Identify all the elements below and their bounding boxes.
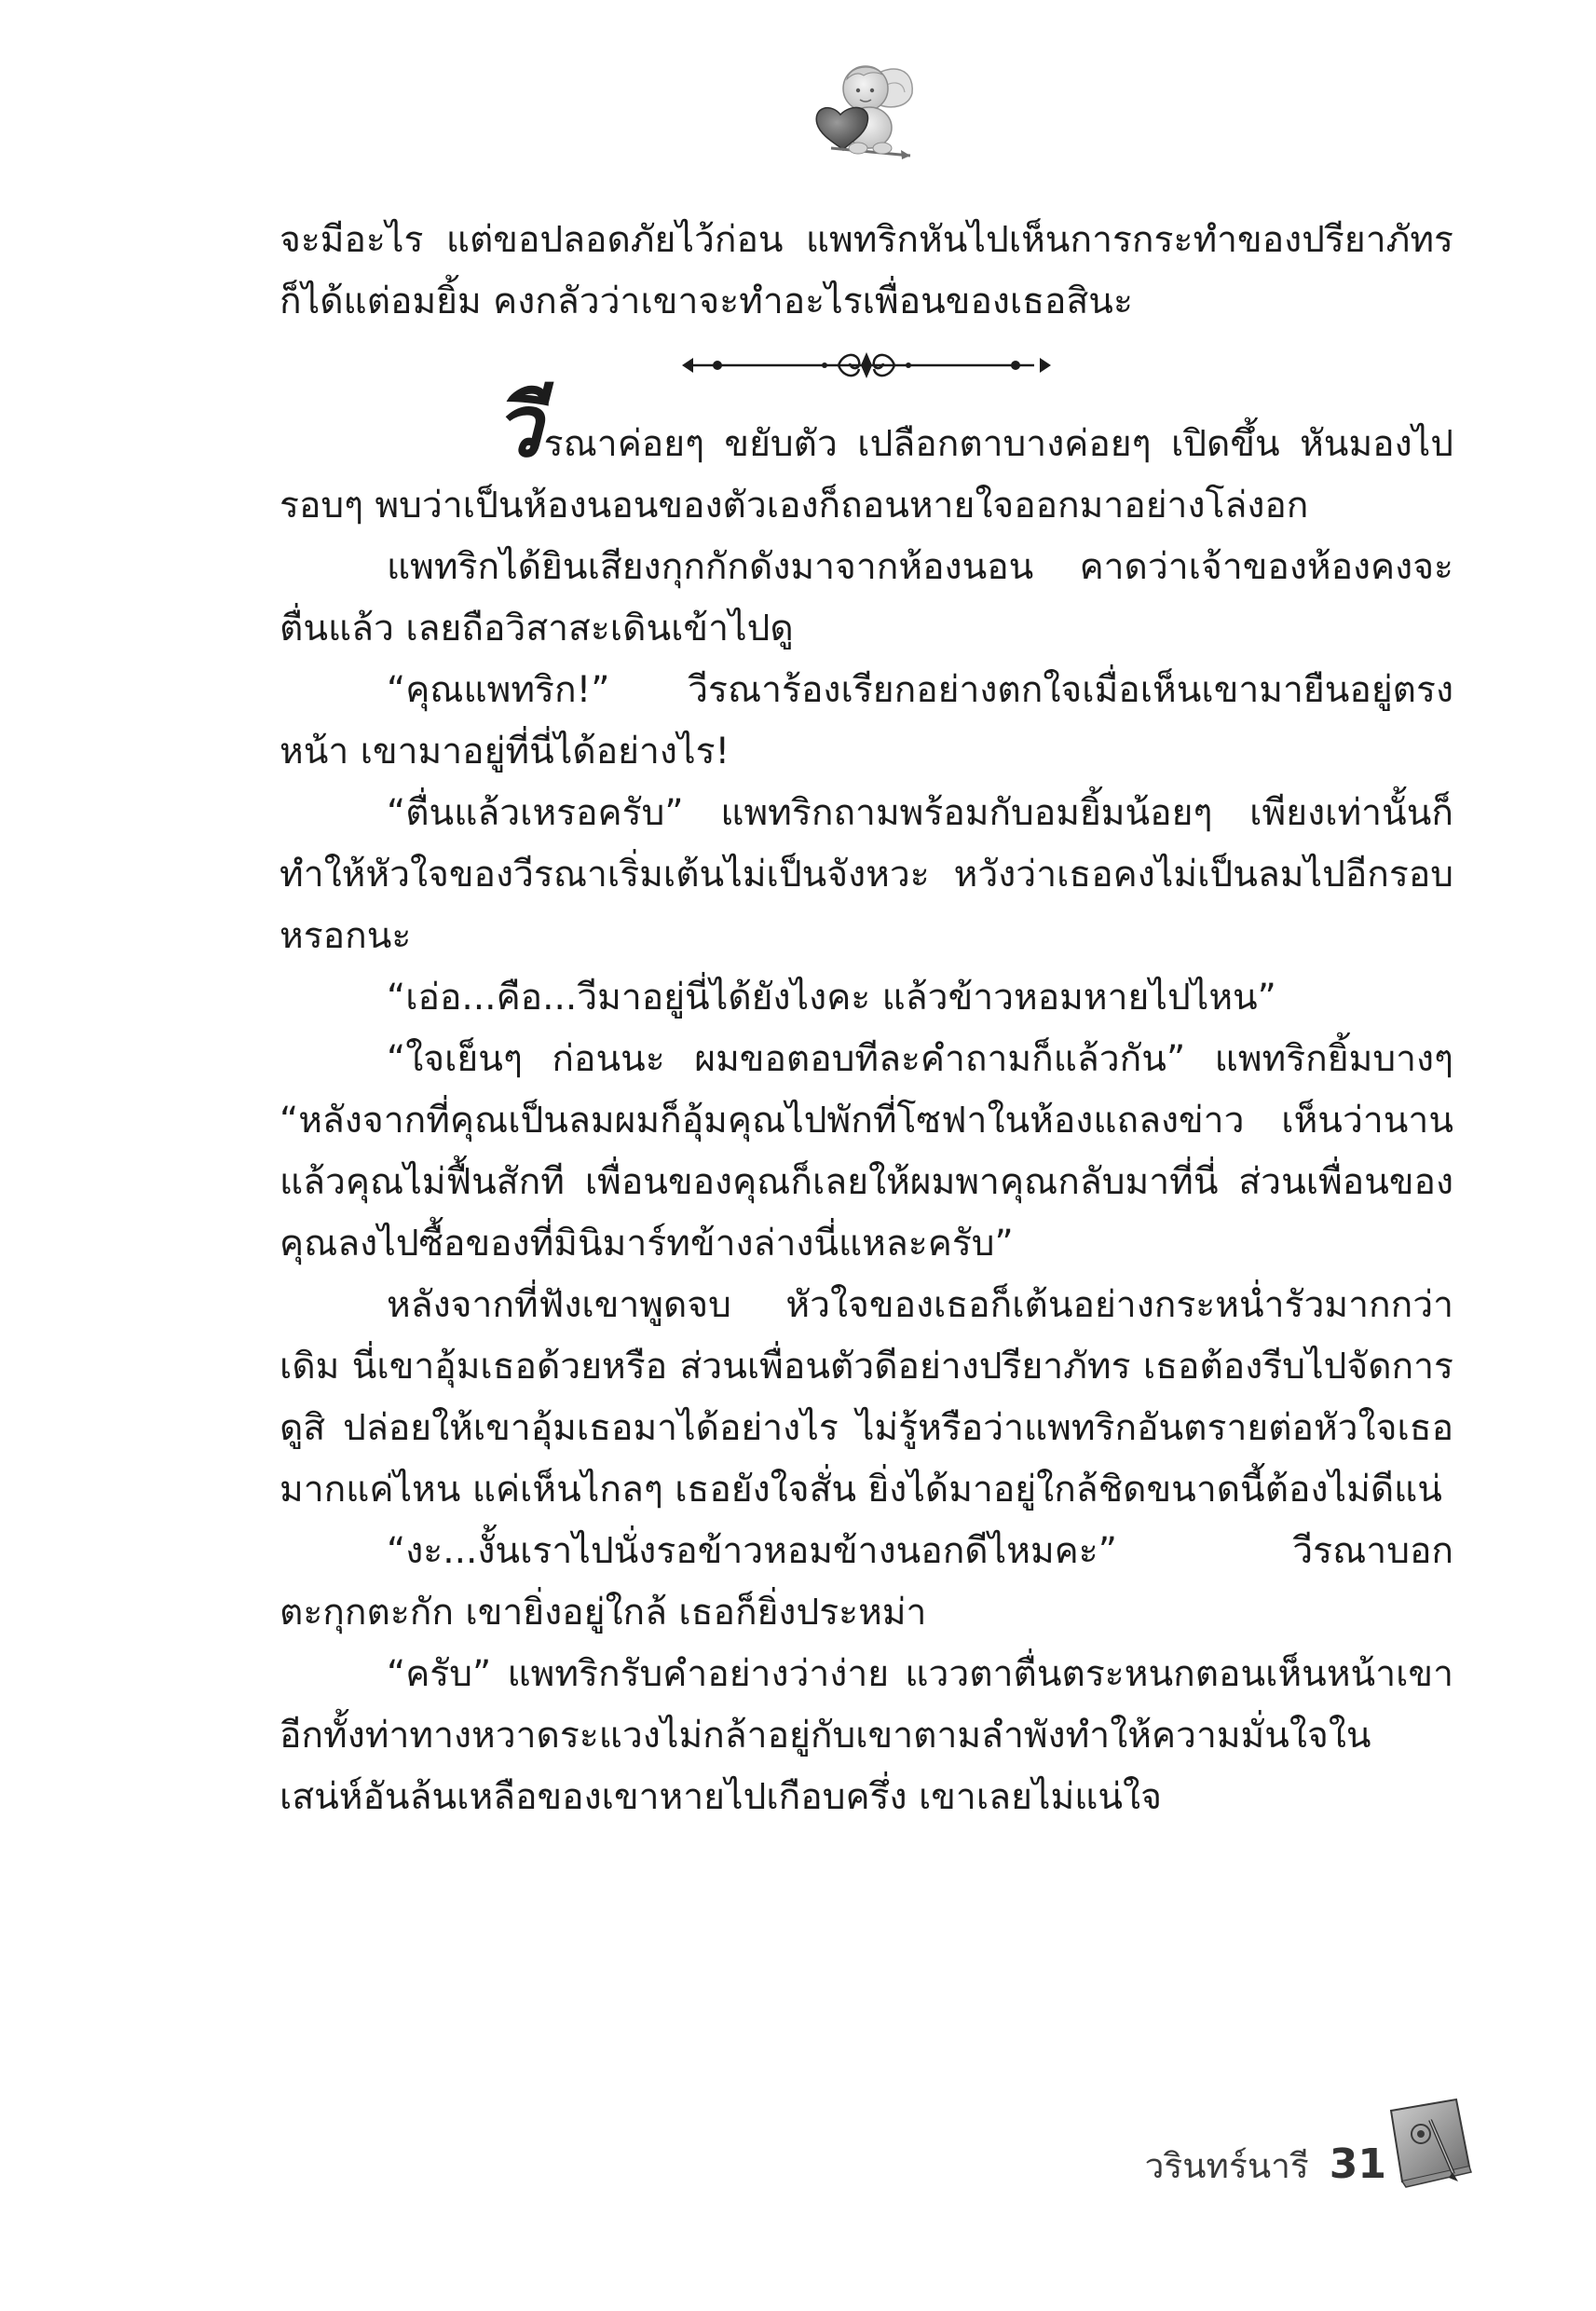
- section-divider: [280, 333, 1453, 398]
- paragraph: “คุณแพทริก!” วีรณาร้องเรียกอย่างตกใจเมื่อเห็นเขามายืนอยู่ตรงหน้า เขามาอยู่ที่นี่ได้อย่างไร!: [280, 669, 1453, 773]
- paragraph: “งะ...งั้นเราไปนั่งรอข้าวหอมข้างนอกดีไหมคะ” วีรณาบอกตะกุกตะกัก เขายิ่งอยู่ใกล้ เธอก็ยิ่งประหม่า: [280, 1530, 1453, 1634]
- paragraph: “ตื่นแล้วเหรอครับ” แพทริกถามพร้อมกับอมยิ้มน้อยๆ เพียงเท่านั้นก็ทำให้หัวใจของวีรณาเริ่มเต้นไม่เป็นจังหวะ หวังว่าเธอคงไม่เป็นลมไปอีกรอบหรอกนะ: [280, 792, 1453, 957]
- paragraph-text: รณาค่อยๆ ขยับตัว เปลือกตาบางค่อยๆ เปิดขึ้น หันมองไปรอบๆ พบว่าเป็นห้องนอนของตัวเองก็ถอนหายใจออกมาอย่างโล่งอก: [280, 423, 1453, 526]
- paragraph-with-dropcap: [280, 376, 1453, 537]
- paragraph: จะมีอะไร แต่ขอปลอดภัยไว้ก่อน แพทริกหันไปเห็นการกระทำของปรียาภัทรก็ได้แต่อมยิ้ม คงกลัวว่าเขาจะทำอะไรเพื่อนของเธอสินะ: [280, 219, 1453, 322]
- page-footer: [1145, 2139, 1386, 2194]
- notebook-pen-icon: [1374, 2092, 1477, 2195]
- book-title: วรินทร์นารี: [1144, 2146, 1309, 2186]
- paragraph: แพทริกได้ยินเสียงกุกกักดังมาจากห้องนอน คาดว่าเจ้าของห้องคงจะตื่นแล้ว เลยถือวิสาสะเดินเข้าไปดู: [280, 546, 1453, 650]
- paragraph: หลังจากที่ฟังเขาพูดจบ หัวใจของเธอก็เต้นอย่างกระหน่ำรัวมากกว่าเดิม นี่เขาอุ้มเธอด้วยหรือ ส่วนเพื่อนตัวดีอย่างปรียาภัทร เธอต้องรีบไปจัดการ ดูสิ ปล่อยให้เขาอุ้มเธอมาได้อย่างไร ไม่รู้หรือว่าแพทริกอันตรายต่อหัวใจเธอมากแค่ไหน แค่เห็นไกลๆ เธอยังใจสั่น ยิ่งได้มาอยู่ใกล้ชิดขนาดนี้ต้องไม่ดีแน่: [280, 1284, 1453, 1511]
- body-text: [280, 210, 1453, 1828]
- page-number: 31: [1329, 2140, 1386, 2188]
- paragraph: “ใจเย็นๆ ก่อนนะ ผมขอตอบทีละคำถามก็แล้วกัน” แพทริกยิ้มบางๆ “หลังจากที่คุณเป็นลมผมก็อุ้มคุณไปพักที่โซฟาในห้องแถลงข่าว เห็นว่านานแล้วคุณไม่ฟื้นสักที เพื่อนของคุณก็เลยให้ผมพาคุณกลับมาที่นี่ ส่วนเพื่อนของคุณลงไปซื้อของที่มินิมาร์ทข้างล่างนี่แหละครับ”: [280, 1038, 1453, 1265]
- paragraph: “ครับ” แพทริกรับคำอย่างว่าง่าย แววตาตื่นตระหนกตอนเห็นหน้าเขา อีกทั้งท่าทางหวาดระแวงไม่กล้าอยู่กับเขาตามลำพังทำให้ความมั่นใจในเสน่ห์อันล้นเหลือของเขาหายไปเกือบครึ่ง เขาเลยไม่แน่ใจ: [280, 1653, 1453, 1818]
- cupid-heart-icon: [798, 51, 924, 163]
- drop-cap: วี: [494, 376, 542, 476]
- flourish-divider-icon: [680, 347, 1053, 384]
- paragraph: “เอ่อ...คือ...วีมาอยู่นี่ได้ยังไงคะ แล้วข้าวหอมหายไปไหน”: [387, 977, 1276, 1019]
